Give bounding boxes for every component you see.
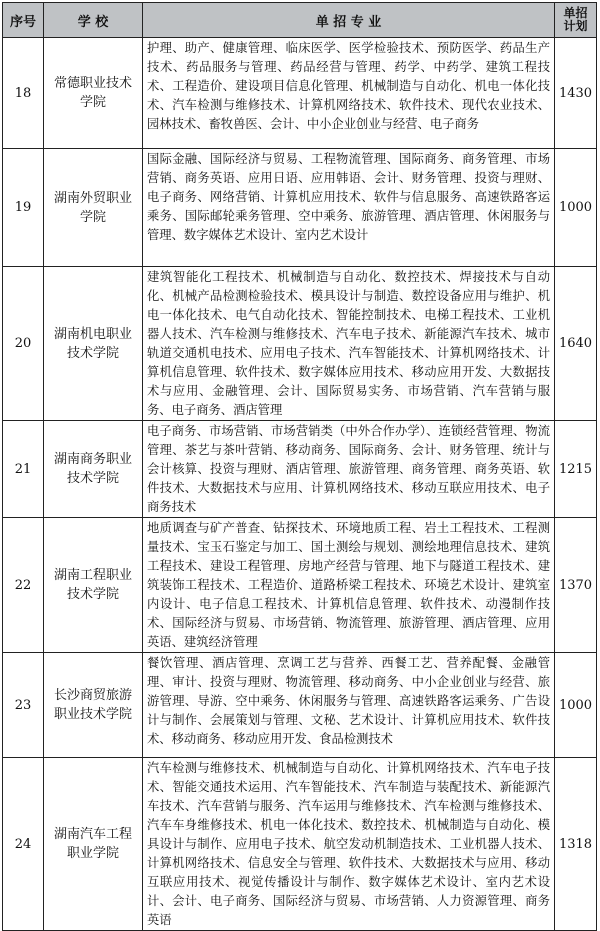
table-row — [3, 149, 597, 267]
row-index: 22 — [3, 518, 44, 653]
row-plan: 1430 — [555, 38, 597, 149]
row-index: 18 — [3, 38, 44, 149]
row-plan: 1370 — [555, 518, 597, 653]
row-majors: 护理、助产、健康管理、临床医学、医学检验技术、预防医学、药品生产技术、药品服务与管理、药品经营与管理、药学、中药学、建筑工程技术、工程造价、建设项目信息化管理、机械制造与自动化、机电一体化技术、汽车检测与维修技术、计算机网络技术、软件技术、现代农业技术、园林技术、畜牧兽医、会计、中小企业创业与经营、电子商务 — [143, 38, 555, 149]
table-row — [3, 38, 597, 149]
row-majors: 餐饮管理、酒店管理、烹调工艺与营养、西餐工艺、营养配餐、金融管理、审计、投资与理财、物流管理、移动商务、中小企业创业与经营、旅游管理、导游、空中乘务、休闲服务与管理、高速铁路客运乘务、广告设计与制作、会展策划与管理、文秘、艺术设计、计算机应用技术、软件技术、移动商务、移动应用开发、食品检测技术 — [143, 653, 555, 758]
row-school: 湖南汽车工程职业学院 — [44, 758, 143, 931]
row-school: 湖南外贸职业学院 — [44, 149, 143, 267]
row-index: 20 — [3, 267, 44, 421]
header-majors: 单 招 专 业 — [143, 3, 555, 38]
header-school: 学 校 — [44, 3, 143, 38]
header-plan — [555, 3, 597, 38]
table-row — [3, 421, 597, 518]
table-row — [3, 518, 597, 653]
admissions-table — [2, 2, 597, 931]
table-row — [3, 267, 597, 421]
row-school: 长沙商贸旅游职业技术学院 — [44, 653, 143, 758]
table-row — [3, 758, 597, 931]
row-plan: 1318 — [555, 758, 597, 931]
row-school: 湖南商务职业技术学院 — [44, 421, 143, 518]
header-plan-line2: 计划 — [563, 19, 588, 33]
row-majors: 地质调查与矿产普查、钻探技术、环境地质工程、岩土工程技术、工程测量技术、宝玉石鉴定与加工、国土测绘与规划、测绘地理信息技术、建筑工程技术、建设工程管理、房地产经营与管理、地下与隧道工程技术、建筑装饰工程技术、工程造价、道路桥梁工程技术、环境艺术设计、建筑室内设计、电子信息工程技术、计算机信息管理、软件技术、动漫制作技术、国际经济与贸易、市场营销、物流管理、旅游管理、酒店管理、应用英语、建筑经济管理 — [143, 518, 555, 653]
header-index: 序号 — [3, 3, 44, 38]
row-index: 21 — [3, 421, 44, 518]
table-row — [3, 653, 597, 758]
row-plan: 1215 — [555, 421, 597, 518]
row-plan: 1640 — [555, 267, 597, 421]
table-header-row — [3, 3, 597, 38]
row-school: 湖南工程职业技术学院 — [44, 518, 143, 653]
header-plan-line1: 单招 — [563, 6, 588, 20]
row-school: 常德职业技术学院 — [44, 38, 143, 149]
row-majors: 建筑智能化工程技术、机械制造与自动化、数控技术、焊接技术与自动化、机械产品检测检验技术、模具设计与制造、数控设备应用与维护、机电一体化技术、电气自动化技术、智能控制技术、电梯工程技术、工业机器人技术、汽车检测与维修技术、汽车电子技术、新能源汽车技术、城市轨道交通机电技术、应用电子技术、汽车智能技术、计算机网络技术、计算机信息管理、软件技术、数字媒体应用技术、移动应用开发、大数据技术与应用、金融管理、会计、国际贸易实务、市场营销、汽车营销与服务、电子商务、酒店管理 — [143, 267, 555, 421]
row-plan: 1000 — [555, 149, 597, 267]
row-majors: 电子商务、市场营销、市场营销类（中外合作办学）、连锁经营管理、物流管理、茶艺与茶叶营销、移动商务、国际商务、会计、财务管理、统计与会计核算、投资与理财、酒店管理、旅游管理、商务管理、商务英语、软件技术、大数据技术与应用、计算机网络技术、移动互联应用技术、电子商务技术 — [143, 421, 555, 518]
row-majors: 汽车检测与维修技术、机械制造与自动化、计算机网络技术、汽车电子技术、智能交通技术运用、汽车智能技术、汽车制造与装配技术、新能源汽车技术、汽车营销与服务、汽车运用与维修技术、汽车检测与维修技术、汽车车身维修技术、机电一体化技术、数控技术、机械制造与自动化、模具设计与制作、应用电子技术、航空发动机制造技术、工业机器人技术、计算机网络技术、信息安全与管理、软件技术、大数据技术与应用、移动互联应用技术、视觉传播设计与制作、数字媒体艺术设计、室内艺术设计、会计、电子商务、国际经济与贸易、市场营销、人力资源管理、商务英语 — [143, 758, 555, 931]
row-majors: 国际金融、国际经济与贸易、工程物流管理、国际商务、商务管理、市场营销、商务英语、应用日语、应用韩语、会计、财务管理、投资与理财、电子商务、网络营销、计算机应用技术、软件与信息服务、高速铁路客运乘务、国际邮轮乘务管理、空中乘务、旅游管理、酒店管理、休闲服务与管理、数字媒体艺术设计、室内艺术设计 — [143, 149, 555, 267]
row-plan: 1000 — [555, 653, 597, 758]
row-index: 19 — [3, 149, 44, 267]
row-school: 湖南机电职业技术学院 — [44, 267, 143, 421]
row-index: 24 — [3, 758, 44, 931]
row-index: 23 — [3, 653, 44, 758]
